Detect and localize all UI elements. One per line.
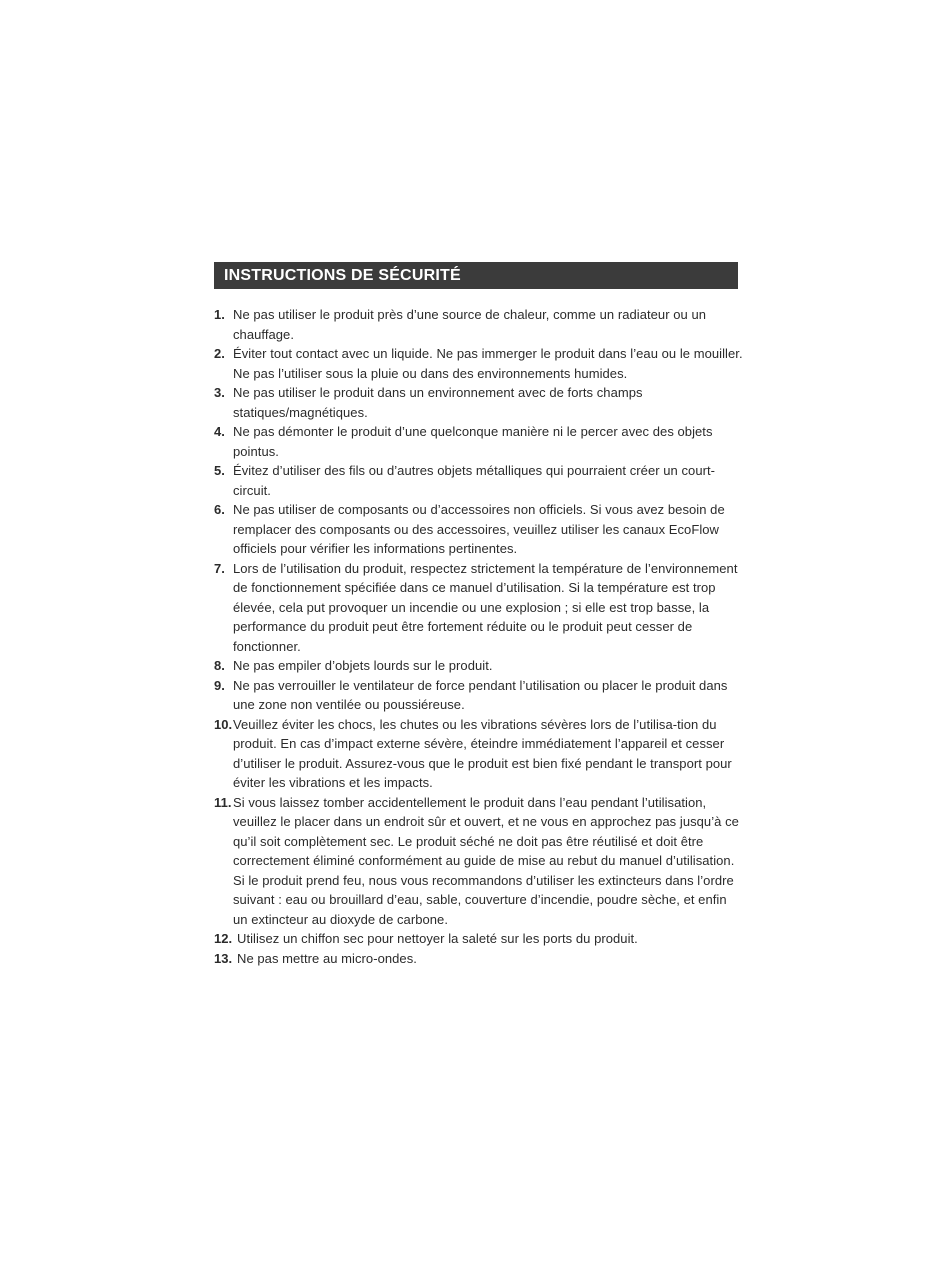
item-number: 4.	[214, 424, 225, 439]
item-number: 13.	[214, 950, 233, 966]
section-title: INSTRUCTIONS DE SÉCURITÉ	[224, 266, 461, 284]
item-text: Ne pas verrouiller le ventilateur de force pendant l’utilisation ou placer le produit dans une zone non ventilée ou poussiéreuse.	[233, 677, 728, 712]
list-item	[214, 559, 744, 657]
item-text: Éviter tout contact avec un liquide. Ne pas immerger le produit dans l’eau ou le mouiller. Ne pas l’utiliser sous la pluie ou dans des environnements humides.	[233, 346, 743, 381]
item-text: Ne pas utiliser de composants ou d’accessoires non officiels. Si vous avez besoin de remplacer des composants ou des accessoires, veuillez utiliser les canaux EcoFlow officiels pour vérifier les informations pertinentes.	[233, 502, 725, 556]
item-number: 1.	[214, 307, 225, 322]
item-text: Ne pas utiliser le produit près d’une source de chaleur, comme un radiateur ou un chauffage.	[233, 307, 707, 342]
item-number: 6.	[214, 502, 225, 517]
list-item	[214, 656, 744, 676]
item-text: Lors de l’utilisation du produit, respectez strictement la température de l’environnement de fonctionnement spécifiée dans ce manuel d’utilisation. Si la température est trop élevée, cela put provoquer un incendie ou une explosion ; si elle est trop basse, la performance du produit peut être fortement réduite ou le produit peut cesser de fonctionner.	[233, 560, 738, 654]
item-number: 11.	[214, 794, 232, 810]
item-number: 8.	[214, 658, 225, 673]
safety-instructions-list	[214, 305, 744, 968]
item-number: 9.	[214, 677, 225, 693]
section-header	[214, 262, 738, 289]
list-item	[214, 305, 744, 344]
item-text: Ne pas mettre au micro-ondes.	[237, 950, 417, 966]
item-number: 5.	[214, 463, 225, 478]
list-item	[214, 676, 744, 715]
list-item	[214, 344, 744, 383]
item-text: Ne pas empiler d’objets lourds sur le produit.	[233, 658, 493, 673]
item-text: Évitez d’utiliser des fils ou d’autres objets métalliques qui pourraient créer un court-circuit.	[233, 463, 716, 498]
list-item	[214, 500, 744, 559]
item-number: 7.	[214, 560, 225, 576]
list-item	[214, 383, 744, 422]
item-number: 2.	[214, 346, 225, 361]
list-item	[214, 949, 744, 969]
item-text: Veuillez éviter les chocs, les chutes ou les vibrations sévères lors de l’utilisa-tion du produit. En cas d’impact externe sévère, éteindre immédiatement l’appareil et cesser d’utiliser le produit. Assurez-vous que le produit est bien fixé pendant le transport pour éviter les vibrations et les impacts.	[233, 716, 732, 790]
list-item	[214, 461, 744, 500]
item-text: Ne pas démonter le produit d’une quelconque manière ni le percer avec des objets pointus.	[233, 424, 713, 459]
item-text: Ne pas utiliser le produit dans un environnement avec de forts champs statiques/magnétiques.	[233, 385, 643, 420]
list-item	[214, 422, 744, 461]
item-text: Si vous laissez tomber accidentellement le produit dans l’eau pendant l’utilisation, veuillez le placer dans un endroit sûr et ouvert, et ne vous en approchez pas jusqu’à ce qu’il soit complètement sec. Le produit séché ne doit pas être réutilisé et doit être correctement éliminé conformément au guide de mise au rebut du manuel d’utilisation. Si le produit prend feu, nous vous recommandons d’utiliser les extincteurs dans l’ordre suivant : eau ou brouillard d’eau, sable, couverture d’incendie, poudre sèche, et enfin un extincteur au dioxyde de carbone.	[233, 794, 739, 927]
item-number: 10.	[214, 716, 233, 732]
list-item	[214, 793, 744, 930]
item-number: 12.	[214, 931, 233, 946]
item-text: Utilisez un chiffon sec pour nettoyer la saleté sur les ports du produit.	[237, 931, 638, 946]
list-item	[214, 929, 744, 949]
list-item	[214, 715, 744, 793]
item-number: 3.	[214, 385, 225, 400]
